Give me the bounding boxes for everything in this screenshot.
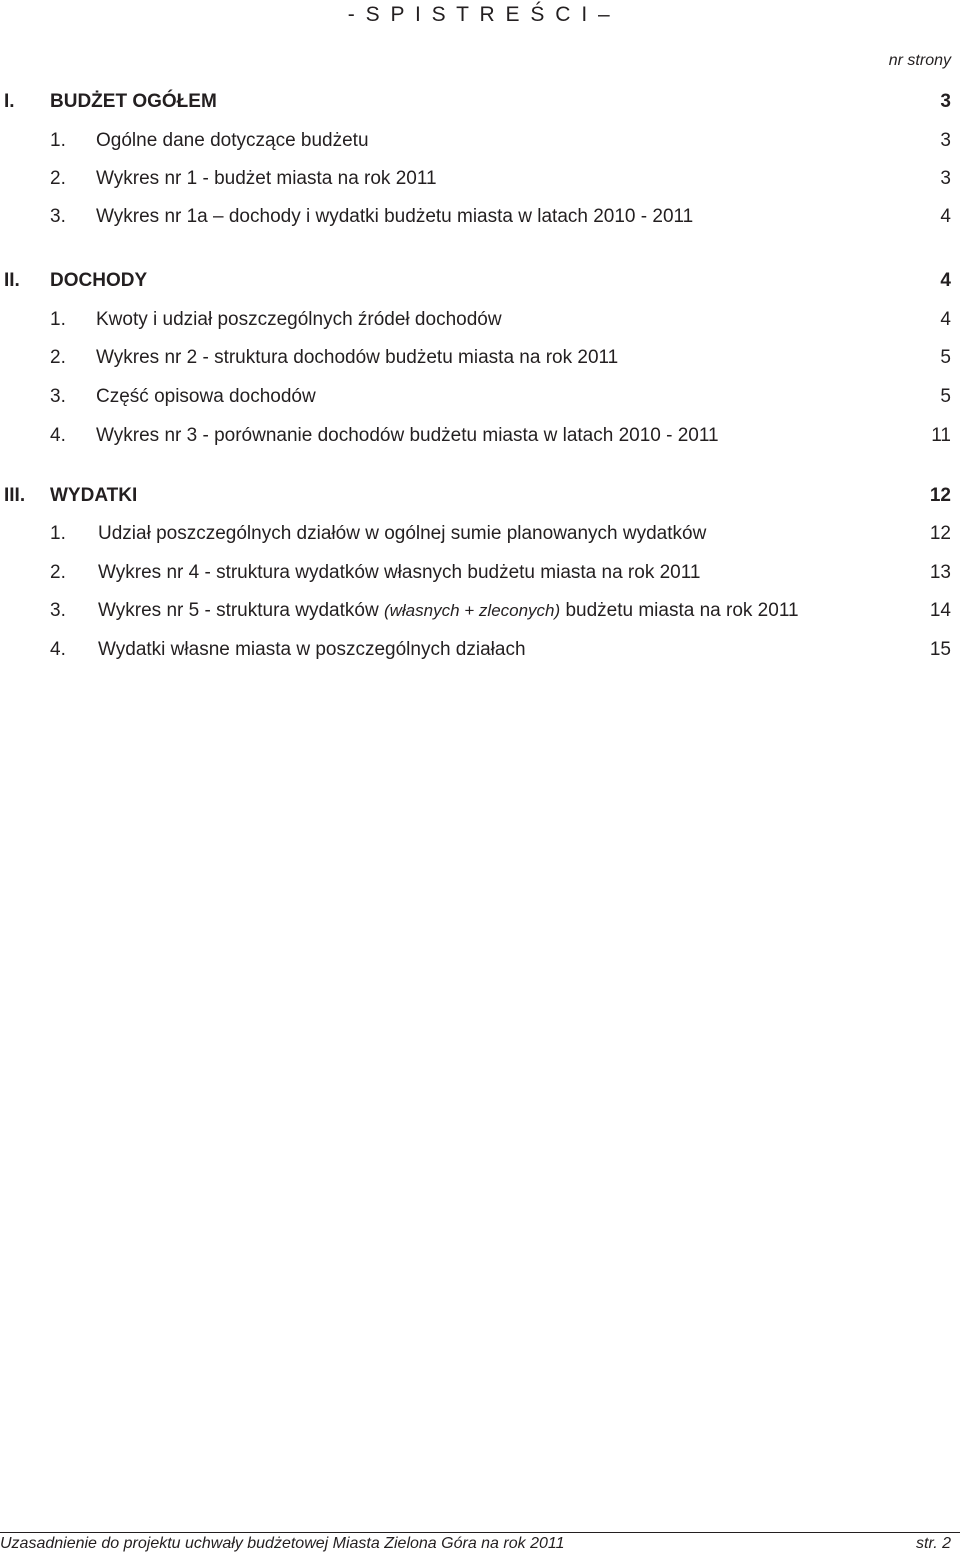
toc-entry[interactable] [0,308,960,332]
entry-text: Udział poszczególnych działów w ogólnej sumie planowanych wydatków [98,523,707,544]
entry-page-number: 15 [929,639,951,660]
section-page-number: 3 [940,91,951,112]
toc-entry[interactable] [0,522,960,546]
entry-text: Kwoty i udział poszczególnych źródeł dochodów [96,309,502,330]
entry-page-number: 3 [940,130,951,151]
entry-number: 3. [50,600,66,621]
section-title: BUDŻET OGÓŁEM [50,91,217,112]
section-title: WYDATKI [50,485,138,506]
entry-page-number: 13 [929,562,951,583]
toc-section-budzet-ogolem[interactable] [0,90,960,114]
section-page-number: 4 [940,270,951,291]
page-footer [0,1532,960,1555]
entry-page-number: 4 [940,206,951,227]
entry-number: 2. [50,562,66,583]
entry-text: Wykres nr 1 - budżet miasta na rok 2011 [96,168,437,189]
section-numeral: II. [4,270,20,291]
entry-page-number: 12 [929,523,951,544]
entry-text: Ogólne dane dotyczące budżetu [96,130,369,151]
footer-page-number: str. 2 [916,1535,951,1552]
entry-number: 2. [50,168,66,189]
entry-text: Część opisowa dochodów [96,386,316,407]
footer-document-title: Uzasadnienie do projektu uchwały budżetowej Miasta Zielona Góra na rok 2011 [0,1535,565,1552]
entry-page-number: 4 [940,309,951,330]
entry-text: Wydatki własne miasta w poszczególnych działach [98,639,526,660]
entry-text-part: Wykres nr 5 - struktura wydatków [98,600,384,621]
toc-entry[interactable] [0,205,960,229]
toc-entry[interactable] [0,167,960,191]
entry-number: 4. [50,425,66,446]
entry-page-number: 3 [940,168,951,189]
toc-entry[interactable] [0,638,960,662]
section-numeral: III. [4,485,26,506]
entry-number: 1. [50,130,66,151]
entry-page-number: 14 [929,600,951,621]
entry-number: 3. [50,206,66,227]
section-title: DOCHODY [50,270,148,291]
toc-entry[interactable] [0,129,960,153]
entry-text: Wykres nr 3 - porównanie dochodów budżetu miasta w latach 2010 - 2011 [96,425,719,446]
toc-entry[interactable] [0,424,960,448]
entry-text-italic-note: (własnych + zleconych) [383,601,561,620]
page-title: - S P I S T R E Ś C I – [347,3,613,26]
toc-entry[interactable] [0,561,960,585]
entry-number: 1. [50,523,66,544]
toc-entry[interactable] [0,346,960,370]
toc-section-wydatki[interactable] [0,484,960,508]
toc-entry[interactable] [0,599,960,623]
entry-number: 1. [50,309,66,330]
entry-page-number: 5 [940,386,951,407]
entry-text [98,599,799,623]
entry-number: 2. [50,347,66,368]
toc-entry[interactable] [0,385,960,409]
entry-number: 3. [50,386,66,407]
page-number-column-label: nr strony [888,52,951,69]
entry-page-number: 11 [931,425,951,446]
entry-text: Wykres nr 1a – dochody i wydatki budżetu miasta w latach 2010 - 2011 [96,206,694,227]
entry-text: Wykres nr 2 - struktura dochodów budżetu miasta na rok 2011 [96,347,619,368]
entry-text-part: budżetu miasta na rok 2011 [560,600,799,621]
entry-text: Wykres nr 4 - struktura wydatków własnych budżetu miasta na rok 2011 [98,562,701,583]
toc-section-dochody[interactable] [0,269,960,293]
entry-number: 4. [50,639,66,660]
section-page-number: 12 [929,485,951,506]
entry-page-number: 5 [940,347,951,368]
section-numeral: I. [4,91,15,112]
